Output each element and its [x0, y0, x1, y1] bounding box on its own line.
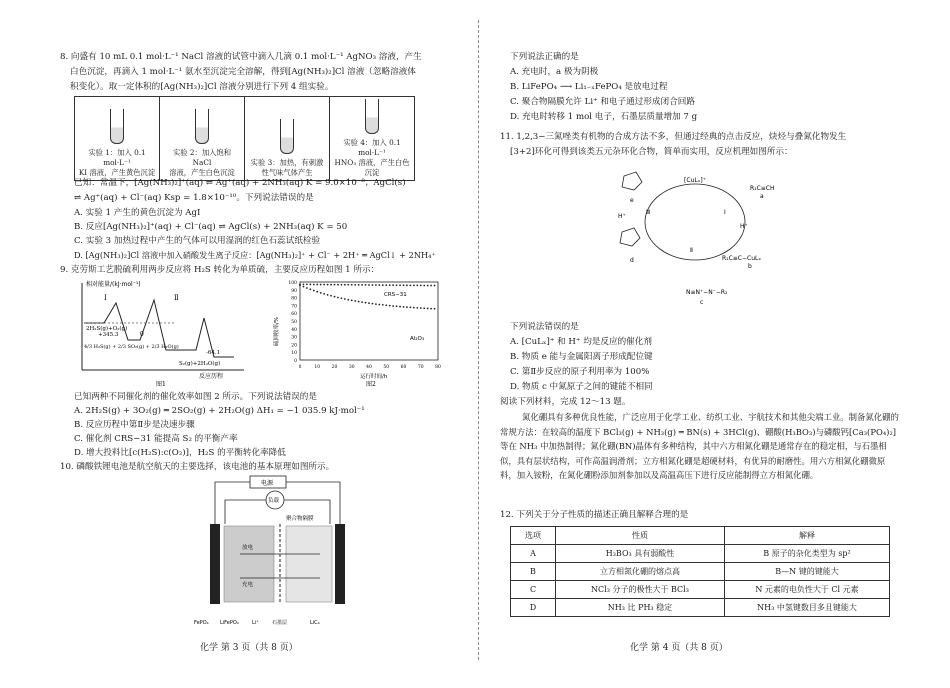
fig2-ytick-label: 70	[291, 304, 297, 310]
q8-option-c: C. 实验 3 加热过程中产生的气体可以用湿润的红色石蕊试纸检验	[74, 236, 321, 246]
left-column	[60, 0, 460, 688]
fig2-xtick-label: 60	[400, 365, 407, 370]
q8-option-a: A. 实验 1 产生的黄色沉淀为 AgI	[74, 208, 201, 218]
fig2-ytick-label: 10	[291, 351, 297, 357]
experiment-2: 实验 2：加入饱和 NaCl 溶液，产生白色沉淀	[160, 97, 245, 181]
fig2-series2-point	[423, 307, 425, 309]
fig2-series1-point	[385, 284, 387, 286]
q8-known2: ⇌ Ag⁺(aq) + Cl⁻(aq) Ksp = 1.8×10⁻¹⁰。下列说法错误的是	[74, 193, 314, 203]
q12-stem: 12. 下列关于分子性质的描述正确且解释合理的是	[500, 510, 689, 520]
step-1-label: Ⅰ	[724, 209, 726, 216]
fig2-series2-point	[313, 290, 315, 292]
q9-option-c: C. 催化剂 CRS−31 能提高 S₂ 的平衡产率	[74, 434, 238, 444]
fig1-caption: 图1	[156, 381, 166, 388]
fig1-end-label: S₂(g)+2H₂O(g)	[179, 361, 221, 367]
fig2-series1-point	[434, 285, 436, 287]
fig2-series2-point	[341, 297, 343, 299]
page-footer-right: 化学 第 4 页（共 8 页）	[630, 643, 728, 653]
compound-a-label: a	[760, 193, 764, 200]
fig2-series1-point	[413, 284, 415, 286]
fig1-step2-label: Ⅱ	[174, 294, 179, 302]
fig2-xtick-label: 40	[366, 365, 372, 370]
table-row: C NCl₃ 分子的极性大于 BCl₃ N 元素的电负性大于 Cl 元素	[511, 581, 890, 599]
q8-known1: 已知：常温下，[Ag(NH₃)₂]⁺(aq) ⇌ Ag⁺(aq) + 2NH₃(aq) K = 9.0×10⁻⁸；AgCl(s)	[74, 178, 406, 188]
fig2-xtick-label: 10	[314, 365, 321, 370]
electrode-b	[335, 524, 345, 604]
q11-line2: [3+2]环化可得到该类五元杂环化合物，简单而实用，反应机理如图所示：	[510, 147, 793, 157]
q10-battery-diagram	[190, 474, 390, 629]
fig2-series2-point	[375, 303, 377, 305]
fig2-series2-point	[344, 298, 346, 300]
fig2-series1-point	[372, 284, 374, 286]
fig2-series1-point	[378, 284, 380, 286]
fig2-series1-point	[389, 284, 391, 286]
alkyne-label: R₁C≡CH	[750, 185, 775, 192]
q12-header-explanation: 解释	[725, 527, 890, 545]
fig2-series2-point	[354, 300, 356, 302]
fig2-series1-point	[358, 284, 360, 286]
fig2-ytick-label: 20	[291, 343, 297, 349]
fig2-series2-point	[316, 291, 318, 293]
q10-ask: 下列说法正确的是	[510, 52, 579, 62]
fig2-xtick-label: 80	[435, 365, 441, 370]
fig2-xtick-label: 50	[383, 365, 390, 370]
h-plus-2: H⁺	[740, 223, 748, 230]
fig2-series1-point	[427, 285, 429, 287]
experiment-3: 实验 3：加热，有刺激 性气味气体产生	[245, 97, 330, 181]
q11-ask: 下列说法错误的是	[510, 322, 579, 332]
q9-known: 已知两种不同催化剂的催化效率如图 2 所示。下列说法错误的是	[74, 392, 317, 402]
fig2-series1-point	[327, 284, 329, 286]
fig2-series1-point	[323, 284, 325, 286]
fig2-series1-point	[423, 285, 425, 287]
fig2-ytick-label: 50	[291, 320, 297, 325]
fig1-ylabel: 相对能量/(kJ·mol⁻¹)	[86, 281, 141, 288]
table-row: D NH₃ 比 PH₃ 稳定 NH₃ 中氢键数目多且键能大	[511, 599, 890, 617]
fig2-series2-point	[410, 306, 412, 308]
cu-acetylide-label: R₁C≡C−CuLₓ	[722, 255, 762, 262]
fig2-ytick-label: 100	[288, 281, 297, 286]
q11-option-b: B. 物质 e 能与金属阳离子形成配位键	[510, 352, 653, 362]
column-divider	[478, 20, 480, 660]
fig1-step1-label: Ⅰ	[104, 294, 107, 302]
fig2-xtick-label: 30	[348, 365, 355, 370]
passage-text: 氮化硼具有多种优良性能，广泛应用于化学工业、纺织工业、宇航技术和其他尖端工业。制备氮化硼的常规方法：在较高的温度下 BCl₃(g) + NH₃(g) ═ BN(s) + 3HCl(g)、硼酸(H₃BO₃)与磷酸钙[Ca₃(PO₄)₂]等在 NH₃ 中加热制得；氮化硼(BN)晶体有多种结构，其中六方相氮化硼是通常存在的稳定相，与石墨相似，具有层状结构，可作高温润滑剂；立方相氮化硼是超硬材料，有优异的耐磨性。用六方相氮化硼微原料，加入铵粉，在氮化硼粉添加剂参加以及高温高压下进行反应能制得立方相氮化硼。	[500, 412, 899, 480]
q8-line2: 白色沉淀，再滴入 1 mol·L⁻¹ 氨水至沉淀完全溶解，得到[Ag(NH₃)₂]Cl 溶液（忽略溶液体	[70, 67, 416, 77]
fig2-series1-point	[416, 285, 418, 287]
compound-c-label: c	[700, 299, 704, 306]
fig2-ylabel: 硫回收率/%	[274, 316, 280, 346]
step-3-label: Ⅲ	[646, 209, 651, 216]
fig2-series2-point	[337, 297, 339, 299]
fig2-series1-point	[316, 284, 318, 286]
fig2-caption: 图2	[366, 381, 376, 388]
q9-figure1-energy-diagram	[74, 278, 249, 388]
test-tube-icon	[365, 99, 379, 134]
q9-stem: 9. 克劳斯工艺脱硫利用两步反应将 H₂S 转化为单质硫，主要反应历程如图 1 所示：	[60, 265, 380, 275]
q9-option-a: A. 2H₂S(g) + 3O₂(g) ═ 2SO₂(g) + 2H₂O(g) ΔH₁ = −1 035.9 kJ·mol⁻¹	[74, 406, 365, 416]
azide-label: N≡N⁺−N⁻−R₂	[686, 289, 728, 296]
step-2-label: Ⅱ	[690, 247, 693, 254]
fig2-series1-point	[306, 284, 308, 286]
fig2-series1-point	[392, 284, 394, 286]
q11-option-c: C. 第Ⅱ步反应的原子利用率为 100%	[510, 367, 650, 377]
q11-option-d: D. 物质 c 中氮原子之间的键能不相同	[510, 382, 653, 392]
legend-fepo4: FePO₄	[194, 620, 209, 626]
fig2-series2-point	[413, 307, 415, 309]
q9-option-d: D. 增大投料比[c(H₂S):c(O₂)]，H₂S 的平衡转化率降低	[74, 448, 286, 458]
fig2-series2-point	[299, 284, 301, 286]
test-tube-icon	[110, 109, 124, 144]
membrane-label: 聚合物隔膜	[286, 516, 314, 522]
charge-arrow-label: 充电	[242, 582, 254, 588]
fig2-series1-point	[420, 285, 422, 287]
fig2-series2-point	[378, 304, 380, 306]
q12-header-property: 性质	[556, 527, 725, 545]
fig1-start-label: 2H₂S(g)+O₂(g)	[86, 326, 128, 332]
fig2-series1-point	[354, 284, 356, 286]
fig2-series1-point	[382, 284, 384, 286]
experiment-1: 实验 1：加入 0.1 mol·L⁻¹ KI 溶液，产生黄色沉淀	[75, 97, 160, 181]
fig1-xlabel: 反应历程	[199, 373, 224, 380]
fig2-xtick-label: 70	[417, 365, 424, 370]
fig2-series1-point	[347, 284, 349, 286]
fig2-series1-point	[361, 284, 363, 286]
fig2-series1-point	[303, 283, 305, 285]
q11-line1: 11. 1,2,3−三氮唑类有机物的合成方法不多，但通过经典的点击反应，炔烃与叠氮化物发生	[500, 132, 847, 142]
fig1-value1: +345.3	[98, 332, 119, 338]
table-row: B 立方相氮化硼的熔点高 B—N 键的键能大	[511, 563, 890, 581]
fig2-series2-point	[416, 307, 418, 309]
fepo4-layer	[224, 526, 274, 602]
fig2-series2-point	[406, 306, 408, 308]
q8-option-b: B. 反应[Ag(NH₃)₂]⁺(aq) + Cl⁻(aq) ⇌ AgCl(s) + 2NH₃(aq) K = 50	[74, 222, 348, 232]
fig2-series2-point	[430, 308, 432, 310]
fig2-ytick-label: 60	[291, 312, 297, 318]
fig2-series1-point	[375, 284, 377, 286]
fig2-series1-point	[365, 284, 367, 286]
q8-option-d: D. [Ag(NH₃)₂]Cl 溶液中加入硝酸发生离子反应：[Ag(NH₃)₂]⁺ + Cl⁻ + 2H⁺ ═ AgCl↓ + 2NH₄⁺	[74, 250, 436, 260]
compound-d-label: d	[630, 257, 634, 264]
power-label: 电源	[261, 480, 274, 487]
fig2-series2-point	[347, 299, 349, 301]
q10-option-d: D. 充电时转移 1 mol 电子，石墨层质量增加 7 g	[510, 112, 698, 122]
fig2-xtick-label: 0	[298, 365, 302, 370]
q8-line3: 积变化）。取一定体积的[Ag(NH₃)₂]Cl 溶液分别进行下列 4 组实验。	[70, 82, 334, 92]
fig2-series2-point	[385, 304, 387, 306]
fig1-mid-label: 4/3 H₂S(g) + 2/3 SO₂(g) + 2/3 H₂O(g)	[84, 344, 179, 350]
fig2-series2-point	[382, 304, 384, 306]
fig2-series2-point	[306, 287, 308, 289]
fig2-series1-point	[344, 284, 346, 286]
q10-option-a: A. 充电时，a 极为阴极	[510, 67, 599, 77]
fig2-series1-point	[309, 284, 311, 286]
fig2-series2-point	[303, 286, 305, 288]
fig2-ytick-label: 30	[291, 335, 297, 341]
fig2-series1-point	[396, 284, 398, 286]
experiment-4: 实验 4：加入 0.1 mol·L⁻¹ HNO₃ 溶液，产生白色沉淀	[330, 97, 415, 181]
fig2-series2-point	[427, 308, 429, 310]
electrode-a	[210, 524, 220, 604]
compound-b-label: b	[748, 263, 752, 270]
fig2-series2-point	[399, 306, 401, 308]
fig2-series1-point	[403, 284, 405, 286]
fig2-ytick-label: 40	[291, 327, 297, 333]
fig2-series1-point	[430, 285, 432, 287]
q12-table	[510, 526, 890, 617]
fig2-xtick-label: 20	[331, 365, 338, 370]
fig2-series2-point	[365, 302, 367, 304]
fig2-series1-point	[334, 284, 336, 286]
fig2-series1-point	[351, 284, 353, 286]
fig2-series2-label: Al₂O₃	[410, 336, 425, 342]
fig2-series2-point	[358, 301, 360, 303]
graphite-layer	[286, 526, 332, 602]
fig2-series2-point	[323, 293, 325, 295]
legend-lifepo4: LiFePO₄	[220, 620, 239, 626]
right-column	[500, 0, 900, 688]
fig2-series2-point	[396, 305, 398, 307]
fig2-series1-point	[313, 284, 315, 286]
fig2-series2-point	[330, 295, 332, 297]
fig2-series2-point	[368, 302, 370, 304]
fig2-series2-point	[389, 305, 391, 307]
load-label: 负载	[268, 498, 280, 504]
fig2-series2-point	[403, 306, 405, 308]
fig2-series1-point	[330, 284, 332, 286]
fig2-ytick-label: 80	[291, 296, 297, 302]
q10-option-b: B. LiFePO₄ ⟶ Li₁₋ₓFePO₄ 是放电过程	[510, 82, 668, 92]
q11-option-a: A. [CuLₓ]⁺ 和 H⁺ 均是反应的催化剂	[510, 337, 652, 347]
fig2-series2-point	[351, 299, 353, 301]
q10-stem: 10. 磷酸铁锂电池是航空航天的主要选择，该电池的基本原理如图所示。	[60, 462, 335, 472]
q9-option-b: B. 反应历程中第Ⅱ步是决速步骤	[74, 420, 195, 430]
fig2-series2-point	[372, 303, 374, 305]
fig2-series2-point	[392, 305, 394, 307]
catalyst-label: [CuLₓ]⁺	[684, 177, 706, 184]
fig2-series1-point	[368, 284, 370, 286]
fig2-series1-label: CRS−31	[384, 292, 407, 298]
q8-experiment-table	[74, 96, 415, 181]
fig1-zero: 0	[140, 331, 144, 338]
fig2-ytick-label: 90	[291, 288, 297, 294]
test-tube-icon	[280, 119, 294, 154]
fig2-series2-point	[361, 301, 363, 303]
test-tube-icon	[195, 109, 209, 144]
fig2-series1-point	[399, 284, 401, 286]
fig2-series1-point	[320, 284, 322, 286]
h-plus-1: H⁺	[618, 213, 626, 220]
fig2-series2-point	[420, 307, 422, 309]
fig2-series2-point	[320, 292, 322, 294]
q8-line1: 8. 向盛有 10 mL 0.1 mol·L⁻¹ NaCl 溶液的试管中滴入几滴 0.1 mol·L⁻¹ AgNO₃ 溶液，产生	[60, 52, 422, 62]
legend-li-ion: Li⁺	[252, 620, 259, 626]
fig2-xlabel: 运行时间/h	[360, 374, 388, 380]
fig2-series2-point	[334, 296, 336, 298]
fig2-series2-point	[327, 294, 329, 296]
compound-e-label: e	[630, 197, 634, 204]
fig2-series1-point	[410, 284, 412, 286]
legend-lic6: LiC₆	[310, 620, 320, 626]
fig2-series1-point	[337, 284, 339, 286]
table-row: A H₃BO₃ 具有弱酸性 B 原子的杂化类型为 sp²	[511, 545, 890, 563]
page-footer-left: 化学 第 3 页（共 8 页）	[200, 643, 298, 653]
fig2-ytick-label: 0	[294, 359, 297, 364]
fig1-value2: -64.1	[206, 350, 221, 356]
discharge-arrow-label: 放电	[242, 545, 254, 551]
triazole-e-ring	[622, 172, 642, 190]
q9-figure2-chart	[272, 276, 452, 388]
fig2-series1-point	[341, 284, 343, 286]
passage-intro: 阅读下列材料，完成 12～13 题。	[500, 397, 631, 407]
q12-header-option: 选项	[511, 527, 556, 545]
legend-graphite: 石墨层	[272, 620, 288, 626]
q10-option-c: C. 聚合物隔膜允许 Li⁺ 和电子通过形成闭合回路	[510, 97, 695, 107]
fig2-series2-point	[309, 288, 311, 290]
triazole-d-ring	[620, 228, 640, 246]
q11-mechanism-diagram	[600, 162, 830, 317]
fig2-series2-point	[434, 308, 436, 310]
fig2-series1-point	[406, 284, 408, 286]
